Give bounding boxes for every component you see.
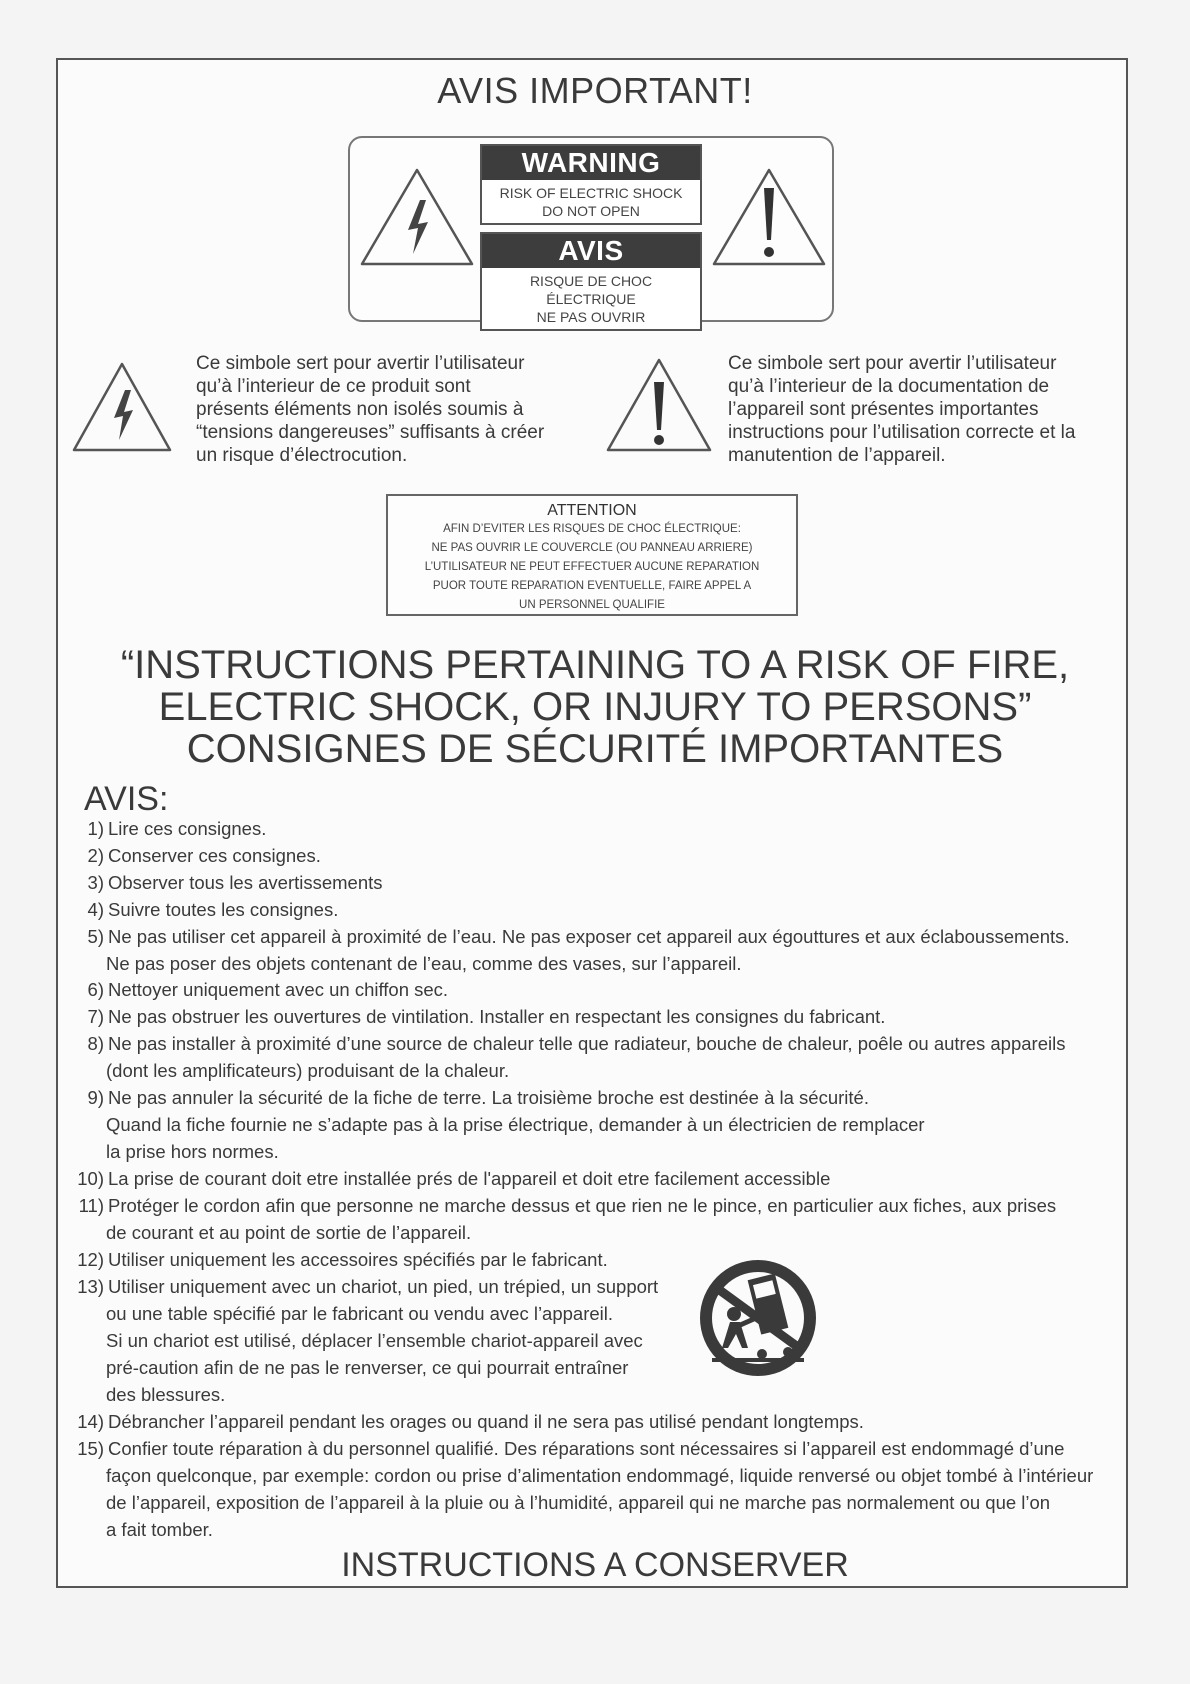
attention-line: PUOR TOUTE REPARATION EVENTUELLE, FAIRE APPEL A xyxy=(432,580,752,592)
footer-title: INSTRUCTIONS A CONSERVER xyxy=(341,1546,849,1584)
list-item-continuation: Quand la fiche fournie ne s’adapte pas à la prise électrique, demander à un électricien de remplacer xyxy=(106,1114,925,1135)
list-item: 2) Conserver ces consignes. xyxy=(87,845,321,866)
text-line: Ce simbole sert pour avertir l’utilisateur xyxy=(728,353,1057,374)
avis-line: RISQUE DE CHOC ÉLECTRIQUE xyxy=(529,273,653,307)
list-item: 4) Suivre toutes les consignes. xyxy=(87,899,339,920)
list-item-continuation: façon quelconque, par exemple: cordon ou prise d’alimentation endommagé, liquide renversé ou objet tombé à l’intérieur xyxy=(106,1465,1094,1486)
text-line: manutention de l’appareil. xyxy=(728,445,946,466)
text-line: présents éléments non isolés soumis à xyxy=(196,399,524,420)
text-line: Ce simbole sert pour avertir l’utilisateur xyxy=(196,353,525,374)
warning-line: DO NOT OPEN xyxy=(542,203,640,219)
avis-plate xyxy=(480,232,702,331)
list-item-continuation: la prise hors normes. xyxy=(106,1141,279,1162)
list-item: 9) Ne pas annuler la sécurité de la fiche de terre. La troisième broche est destinée à la sécurité. xyxy=(87,1087,869,1108)
headline-line: ELECTRIC SHOCK, OR INJURY TO PERSONS” xyxy=(158,685,1032,729)
list-item-continuation: pré-caution afin de ne pas le renverser, ce qui pourrait entraîner xyxy=(106,1357,629,1378)
text-line: l’appareil sont présentes importantes xyxy=(728,399,1039,420)
lightning-warning-icon xyxy=(358,166,476,268)
list-item: 8) Ne pas installer à proximité d’une source de chaleur telle que radiateur, bouche de chaleur, poêle ou autres appareils xyxy=(87,1033,1066,1054)
list-item: 6) Nettoyer uniquement avec un chiffon sec. xyxy=(87,979,449,1000)
list-item-continuation: ou une table spécifié par le fabricant ou vendu avec l’appareil. xyxy=(106,1303,614,1324)
list-item: 10) La prise de courant doit etre installée prés de l'appareil et doit etre facilement accessible xyxy=(77,1168,831,1189)
list-item: 14) Débrancher l’appareil pendant les orages ou quand il ne sera pas utilisé pendant longtemps. xyxy=(77,1411,864,1432)
attention-line: UN PERSONNEL QUALIFIE xyxy=(519,599,665,611)
safety-headline xyxy=(0,644,1190,770)
list-item-continuation: (dont les amplificateurs) produisant de la chaleur. xyxy=(106,1060,510,1081)
page-title: AVIS IMPORTANT! xyxy=(437,70,753,111)
list-item: 3) Observer tous les avertissements xyxy=(87,872,383,893)
attention-line: NE PAS OUVRIR LE COUVERCLE (OU PANNEAU ARRIERE) xyxy=(431,542,753,554)
list-item: 12) Utiliser uniquement les accessoires spécifiés par le fabricant. xyxy=(77,1249,608,1270)
text-line: qu’à l’interieur de ce produit sont xyxy=(196,376,471,397)
headline-line: CONSIGNES DE SÉCURITÉ IMPORTANTES xyxy=(186,727,1004,771)
avis-heading: AVIS: xyxy=(84,780,169,818)
avis-header: AVIS xyxy=(482,234,700,268)
attention-box xyxy=(386,494,798,616)
list-item-continuation: a fait tomber. xyxy=(106,1519,213,1540)
text-line: instructions pour l’utilisation correcte et la xyxy=(728,422,1076,443)
text-line: “tensions dangereuses” suffisants à créer xyxy=(196,422,545,443)
attention-line: L’UTILISATEUR NE PEUT EFFECTUER AUCUNE REPARATION xyxy=(424,561,760,573)
warning-header: WARNING xyxy=(482,146,700,180)
attention-line: AFIN D’EVITER LES RISQUES DE CHOC ÉLECTRIQUE: xyxy=(443,523,741,535)
exclamation-symbol-description xyxy=(728,352,1075,467)
list-item-continuation: de l’appareil, exposition de l’appareil à la pluie ou à l’humidité, appareil qui ne marche pas normalement ou que l’on xyxy=(106,1492,1051,1513)
cart-tipover-warning-icon xyxy=(692,1256,824,1380)
list-item: 7) Ne pas obstruer les ouvertures de vintilation. Installer en respectant les consignes du fabricant. xyxy=(87,1006,886,1027)
list-item-continuation: des blessures. xyxy=(106,1384,226,1405)
exclamation-symbol-icon xyxy=(604,356,714,454)
headline-line: “INSTRUCTIONS PERTAINING TO A RISK OF FIRE, xyxy=(120,643,1070,687)
exclamation-warning-icon xyxy=(710,166,828,268)
list-item: 13) Utiliser uniquement avec un chariot, un pied, un trépied, un support xyxy=(77,1276,659,1297)
text-line: un risque d’électrocution. xyxy=(196,445,408,466)
list-item: 5) Ne pas utiliser cet appareil à proximité de l’eau. Ne pas exposer cet appareil aux égouttures et aux éclaboussements. xyxy=(87,926,1070,947)
list-item-continuation: Si un chariot est utilisé, déplacer l’ensemble chariot-appareil avec xyxy=(106,1330,643,1351)
warning-line: RISK OF ELECTRIC SHOCK xyxy=(499,185,683,201)
avis-line: NE PAS OUVRIR xyxy=(536,309,646,325)
attention-header: ATTENTION xyxy=(547,502,637,519)
warning-plate xyxy=(480,144,702,225)
list-item-continuation: Ne pas poser des objets contenant de l’eau, comme des vases, sur l’appareil. xyxy=(106,953,742,974)
lightning-symbol-description xyxy=(196,352,544,467)
lightning-symbol-icon xyxy=(70,360,174,454)
list-item: 15) Confier toute réparation à du personnel qualifié. Des réparations sont nécessaires si l’appareil est endommagé d’une xyxy=(77,1438,1065,1459)
text-line: qu’à l’interieur de la documentation de xyxy=(728,376,1050,397)
list-item-continuation: de courant et au point de sortie de l’appareil. xyxy=(106,1222,472,1243)
list-item: 1) Lire ces consignes. xyxy=(87,818,267,839)
list-item: 11) Protéger le cordon afin que personne ne marche dessus et que rien ne le pince, en particulier aux fiches, aux prises xyxy=(78,1195,1057,1216)
